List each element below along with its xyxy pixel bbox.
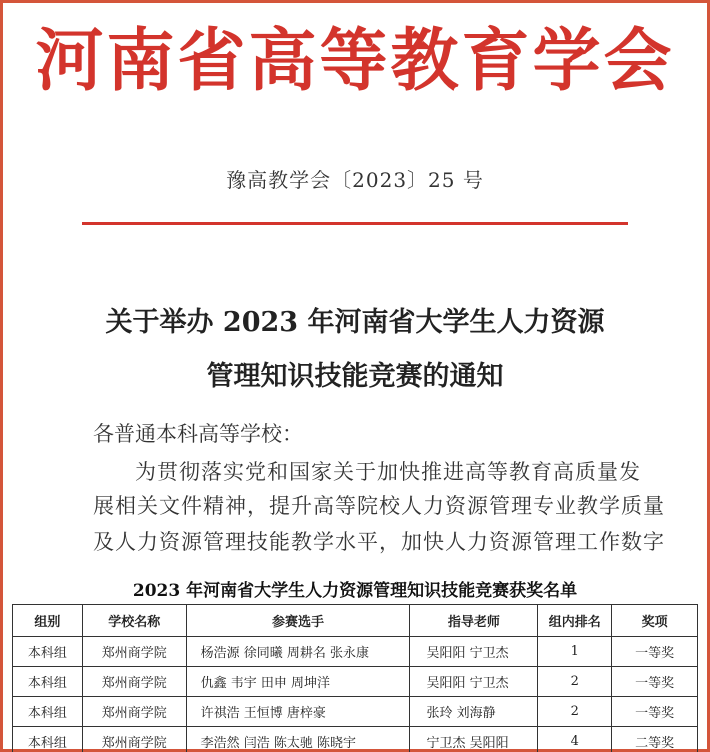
organization-masthead: 河南省高等教育学会 (35, 22, 675, 101)
cell-advisors: 张玲 刘海静 (410, 697, 538, 727)
red-divider (82, 222, 628, 225)
header-school: 学校名称 (82, 605, 186, 637)
cell-advisors: 吴阳阳 宁卫杰 (410, 637, 538, 667)
cell-contestants: 杨浩源 徐同曦 周耕名 张永康 (186, 637, 410, 667)
cell-advisors: 吴阳阳 宁卫杰 (410, 667, 538, 697)
document-number: 豫高教学会〔2023〕25 号 (226, 168, 484, 192)
cell-rank: 1 (538, 637, 612, 667)
salutation: 各普通本科高等学校： (93, 422, 303, 446)
table-row (13, 667, 698, 697)
cell-school: 郑州商学院 (82, 697, 186, 727)
cell-advisors: 宁卫杰 吴阳阳 (410, 727, 538, 752)
cell-rank: 2 (538, 697, 612, 727)
body-paragraph-line-1: 为贯彻落实党和国家关于加快推进高等教育高质量发 (135, 460, 641, 484)
header-rank: 组内排名 (538, 605, 612, 637)
cell-school: 郑州商学院 (82, 637, 186, 667)
cell-group: 本科组 (13, 697, 83, 727)
cell-group: 本科组 (13, 667, 83, 697)
table-row (13, 727, 698, 752)
table-header-row (13, 605, 698, 637)
cell-award: 一等奖 (612, 637, 698, 667)
table-row (13, 637, 698, 667)
cell-group: 本科组 (13, 727, 83, 752)
cell-school: 郑州商学院 (82, 727, 186, 752)
notice-title-line-1: 关于举办 2023 年河南省大学生人力资源 (105, 307, 605, 338)
header-group: 组别 (13, 605, 83, 637)
cell-rank: 4 (538, 727, 612, 752)
cell-award: 二等奖 (612, 727, 698, 752)
cell-group: 本科组 (13, 637, 83, 667)
cell-award: 一等奖 (612, 697, 698, 727)
body-paragraph-line-2: 展相关文件精神，提升高等院校人力资源管理专业教学质量 (93, 494, 665, 518)
cell-school: 郑州商学院 (82, 667, 186, 697)
cell-rank: 2 (538, 667, 612, 697)
awards-table (12, 604, 698, 752)
cell-contestants: 仇鑫 韦宇 田申 周坤洋 (186, 667, 410, 697)
cell-contestants: 李浩然 闫浩 陈太驰 陈晓宇 (186, 727, 410, 752)
awards-table-title: 2023 年河南省大学生人力资源管理知识技能竞赛获奖名单 (132, 581, 578, 601)
cell-award: 一等奖 (612, 667, 698, 697)
header-award: 奖项 (612, 605, 698, 637)
table-row (13, 697, 698, 727)
body-paragraph-line-3: 及人力资源管理技能教学水平，加快人力资源管理工作数字 (93, 530, 665, 554)
header-advisors: 指导老师 (410, 605, 538, 637)
header-contestants: 参赛选手 (186, 605, 410, 637)
notice-title-line-2: 管理知识技能竞赛的通知 (206, 361, 504, 392)
cell-contestants: 许祺浩 王恒博 唐梓豪 (186, 697, 410, 727)
